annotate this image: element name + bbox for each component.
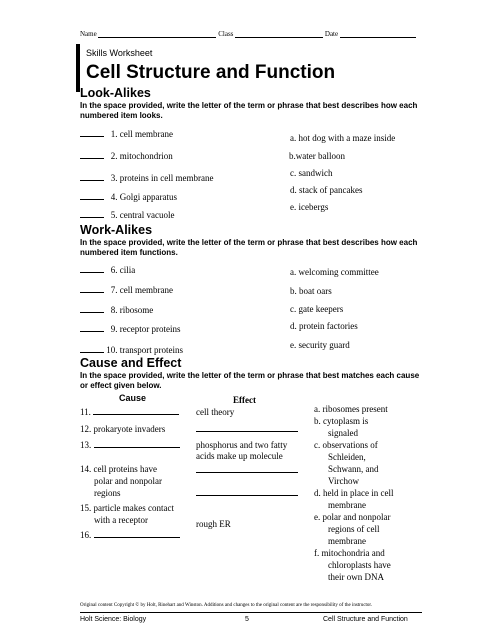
cause-effect-heading: Cause and Effect — [80, 356, 182, 370]
class-field[interactable] — [235, 30, 323, 38]
cause-item-11 — [80, 407, 179, 417]
item-label: 8. ribosome — [110, 305, 154, 315]
effect-blank-2[interactable] — [196, 431, 298, 432]
name-field[interactable] — [98, 30, 216, 38]
cause-item-13 — [80, 440, 180, 450]
look-item-1 — [80, 129, 173, 139]
work-item-7 — [80, 285, 173, 295]
ce-option-c-cont1: Schleiden, — [328, 452, 366, 462]
answer-blank[interactable] — [93, 413, 179, 415]
cause-item-16 — [80, 530, 180, 540]
ce-option-d: d. held in place in cell — [314, 488, 394, 498]
work-item-10 — [80, 345, 183, 355]
answer-blank[interactable] — [80, 311, 104, 313]
worksheet-label: Skills Worksheet — [86, 48, 153, 58]
effect-column-header: Effect — [233, 395, 256, 405]
date-field[interactable] — [340, 30, 416, 38]
item-label: 1. cell membrane — [110, 129, 173, 139]
item-label: 4. Golgi apparatus — [110, 192, 177, 202]
look-alikes-instructions: In the space provided, write the letter of the term or phrase that best describes how each numbered item looks. — [80, 101, 418, 120]
ce-option-a: a. ribosomes present — [314, 404, 388, 414]
ce-option-e-cont2: membrane — [328, 536, 366, 546]
effect-item-1: cell theory — [196, 407, 235, 417]
cause-item-15-line1: 15. particle makes contact — [80, 503, 174, 513]
item-label: 2. mitochondrion — [110, 151, 173, 161]
answer-blank[interactable] — [94, 446, 180, 448]
work-alikes-instructions: In the space provided, write the letter of the term or phrase that best describes how each numbered item functions. — [80, 238, 418, 257]
item-label: 7. cell membrane — [110, 285, 173, 295]
item-label: 11. — [80, 407, 91, 417]
look-item-4 — [80, 192, 177, 202]
answer-blank[interactable] — [80, 330, 104, 332]
item-label: 3. proteins in cell membrane — [110, 173, 214, 183]
cause-item-14-line1: 14. cell proteins have — [80, 464, 157, 474]
title-bar — [76, 44, 80, 92]
ce-option-f: f. mitochondria and — [314, 548, 385, 558]
work-option-b: b. boat oars — [290, 286, 332, 296]
cause-column-header: Cause — [119, 393, 147, 403]
footer-chapter-title: Cell Structure and Function — [323, 616, 408, 623]
work-option-a: a. welcoming committee — [290, 267, 379, 277]
copyright-note: Original content Copyright © by Holt, Rinehart and Winston. Additions and changes to the original content are the responsibility of the instructor. — [80, 603, 373, 608]
work-option-e: e. security guard — [290, 340, 350, 350]
look-option-c: c. sandwich — [290, 168, 333, 178]
cause-item-14-line2: polar and nonpolar — [94, 476, 162, 486]
ce-option-c-cont2: Schwann, and — [328, 464, 379, 474]
effect-item-3-line2: acids make up molecule — [196, 451, 283, 461]
item-label: 16. — [80, 530, 92, 540]
look-item-3 — [80, 173, 213, 183]
ce-option-d-cont: membrane — [328, 500, 366, 510]
footer-rule — [80, 612, 422, 613]
ce-option-f-cont2: their own DNA — [328, 572, 384, 582]
effect-blank-5[interactable] — [196, 495, 298, 496]
work-item-6 — [80, 265, 135, 275]
class-label: Class — [218, 30, 234, 38]
effect-item-6: rough ER — [196, 519, 231, 529]
effect-blank-4[interactable] — [196, 472, 298, 473]
work-alikes-heading: Work-Alikes — [80, 223, 153, 237]
date-label: Date — [324, 30, 339, 38]
cause-item-15-line2: with a receptor — [94, 515, 148, 525]
look-option-b: b.water balloon — [289, 151, 345, 161]
item-label: 10. transport proteins — [106, 345, 183, 355]
answer-blank[interactable] — [80, 198, 104, 200]
ce-option-b: b. cytoplasm is — [314, 416, 369, 426]
ce-option-e: e. polar and nonpolar — [314, 512, 391, 522]
ce-option-c: c. observations of — [314, 440, 378, 450]
answer-blank[interactable] — [80, 291, 104, 293]
cause-item-12: 12. prokaryote invaders — [80, 424, 166, 434]
cause-effect-instructions: In the space provided, write the letter of the term or phrase that best matches each cause or effect given below. — [80, 371, 420, 390]
item-label: 9. receptor proteins — [110, 324, 181, 334]
answer-blank[interactable] — [80, 351, 104, 353]
ce-option-b-cont: signaled — [328, 428, 358, 438]
header-name-class-date — [80, 30, 422, 38]
item-label: 6. cilia — [110, 265, 136, 275]
item-label: 13. — [80, 440, 92, 450]
look-option-e: e. icebergs — [290, 202, 329, 212]
ce-option-c-cont3: Virchow — [328, 476, 359, 486]
name-label: Name — [80, 30, 97, 38]
answer-blank[interactable] — [80, 135, 104, 137]
page-title: Cell Structure and Function — [86, 62, 336, 83]
answer-blank[interactable] — [80, 179, 104, 181]
look-alikes-heading: Look-Alikes — [80, 86, 151, 100]
work-option-c: c. gate keepers — [290, 304, 344, 314]
footer-book-title: Holt Science: Biology — [80, 616, 147, 623]
work-item-8 — [80, 305, 153, 315]
effect-item-3-line1: phosphorus and two fatty — [196, 440, 288, 450]
ce-option-f-cont1: chloroplasts have — [328, 560, 391, 570]
answer-blank[interactable] — [80, 271, 104, 273]
answer-blank[interactable] — [80, 157, 104, 159]
work-option-d: d. protein factories — [290, 321, 358, 331]
look-option-d: d. stack of pancakes — [290, 185, 363, 195]
answer-blank[interactable] — [94, 536, 180, 538]
look-option-a: a. hot dog with a maze inside — [290, 133, 396, 143]
look-item-2 — [80, 151, 173, 161]
cause-item-14-line3: regions — [94, 488, 121, 498]
ce-option-e-cont1: regions of cell — [328, 524, 380, 534]
look-item-5 — [80, 210, 174, 220]
item-label: 5. central vacuole — [110, 210, 175, 220]
answer-blank[interactable] — [80, 216, 104, 218]
work-item-9 — [80, 324, 180, 334]
footer-page-number: 5 — [245, 616, 249, 623]
